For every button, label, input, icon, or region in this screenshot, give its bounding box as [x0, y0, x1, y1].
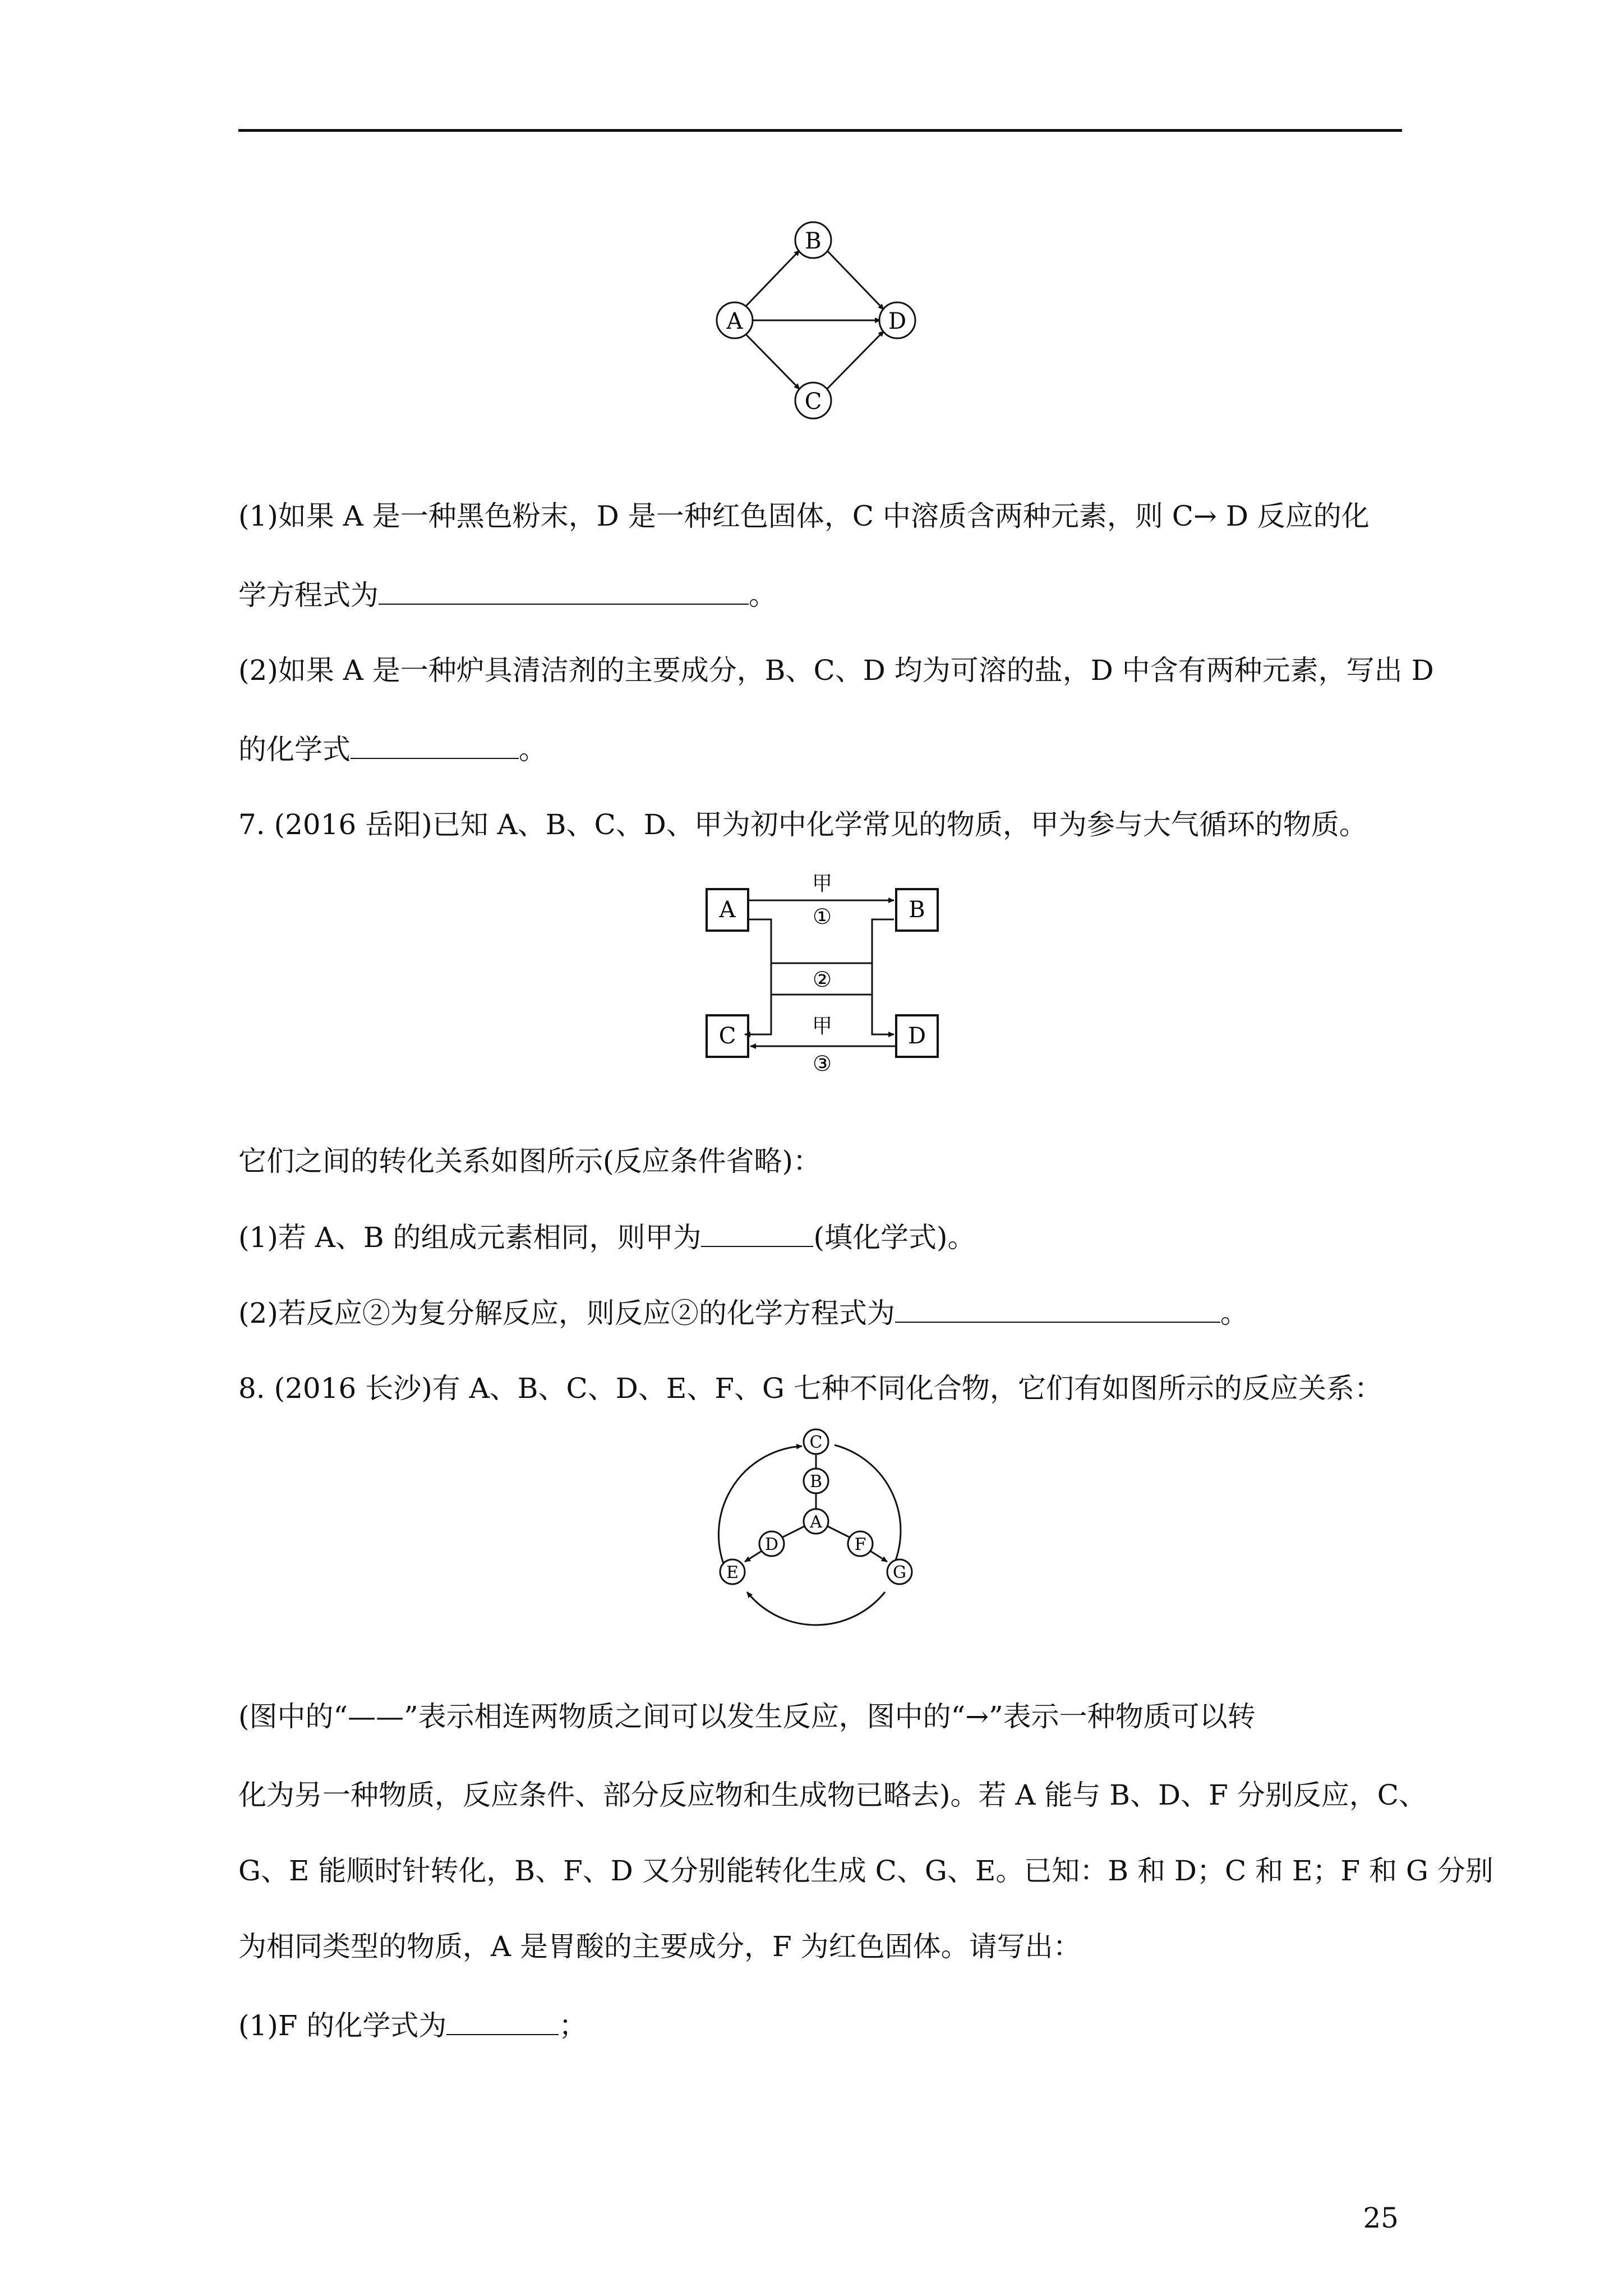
diagram-q7 [695, 861, 953, 1097]
svg-text:F: F [854, 1535, 866, 1554]
svg-text:②: ② [812, 967, 832, 992]
q7-part2: (2)若反应②为复分解反应，则反应②的化学方程式为 。 [238, 1297, 1248, 1329]
box-b [896, 889, 938, 931]
svg-text:B: B [909, 897, 925, 923]
q8-line3: G、E 能顺时针转化，B、F、D 又分别能转化生成 C、G、E。已知：B 和 D；C 和 E；F 和 G 分别 [238, 1855, 1493, 1887]
box-a [707, 889, 748, 931]
q8-part1: (1)F 的化学式为 ； [238, 2009, 587, 2042]
q8-line2: 化为另一种物质，反应条件、部分反应物和生成物已略去)。若 A 能与 B、D、F 分别反应，C、 [238, 1779, 1427, 1811]
q8-line4: 为相同类型的物质，A 是胃酸的主要成分，F 为红色固体。请写出： [238, 1930, 1081, 1963]
q6-part1-line1: (1)如果 A 是一种黑色粉末，D 是一种红色固体，C 中溶质含两种元素，则 C→ D 反应的化 [238, 500, 1370, 532]
q6-part2-line2: 的化学式 。 [238, 733, 547, 766]
page-number: 25 [1363, 2202, 1399, 2234]
q7-part1: (1)若 A、B 的组成元素相同，则甲为 (填化学式)。 [238, 1221, 976, 1254]
svg-text:D: D [764, 1535, 779, 1554]
svg-text:D: D [888, 309, 907, 334]
svg-text:A: A [719, 897, 736, 923]
q8-stem: 8. (2016 长沙)有 A、B、C、D、E、F、G 七种不同化合物，它们有如图所示的反应关系： [238, 1372, 1382, 1405]
q6-part2-line1: (2)如果 A 是一种炉具清洁剂的主要成分，B、C、D 均为可溶的盐，D 中含有两种元素，写出 D [238, 654, 1434, 687]
answer-blank[interactable] [351, 732, 519, 759]
reaction-arrow-icon: → [1193, 500, 1217, 532]
node-d [759, 1531, 784, 1556]
answer-blank[interactable] [446, 2008, 559, 2035]
node-a [804, 1509, 828, 1534]
diagram-q8 [695, 1425, 942, 1638]
diagram-q6 [695, 213, 942, 449]
q6-part1-line2: 学方程式为 。 [238, 579, 777, 611]
reaction-dash-icon: —— [348, 1700, 404, 1733]
answer-blank[interactable] [379, 578, 749, 605]
node-g [887, 1559, 912, 1584]
node-c [795, 383, 831, 418]
svg-text:D: D [907, 1023, 926, 1049]
svg-text:甲: 甲 [811, 872, 833, 895]
svg-text:E: E [726, 1563, 739, 1582]
svg-text:G: G [893, 1563, 906, 1582]
node-d [879, 302, 915, 338]
svg-text:C: C [809, 1433, 823, 1452]
q7-caption: 它们之间的转化关系如图所示(反应条件省略)： [238, 1145, 822, 1177]
answer-blank[interactable] [701, 1220, 813, 1247]
svg-text:B: B [809, 1472, 823, 1492]
box-d [896, 1015, 938, 1057]
node-b [804, 1469, 828, 1493]
node-a [717, 302, 753, 338]
node-e [720, 1559, 745, 1584]
q7-stem: 7. (2016 岳阳)已知 A、B、C、D、甲为初中化学常见的物质，甲为参与大气循环的物质。 [238, 808, 1367, 841]
svg-text:C: C [804, 389, 822, 415]
svg-text:A: A [726, 309, 743, 334]
reaction-arrow-icon: → [965, 1700, 989, 1733]
answer-blank[interactable] [895, 1296, 1220, 1323]
node-f [848, 1531, 873, 1556]
svg-text:A: A [810, 1512, 822, 1532]
node-c [804, 1429, 828, 1454]
node-b [795, 222, 831, 258]
svg-text:甲: 甲 [811, 1015, 833, 1038]
svg-text:③: ③ [812, 1051, 832, 1076]
svg-text:C: C [718, 1023, 736, 1049]
q8-line1: (图中的“——”表示相连两物质之间可以发生反应，图中的“→”表示一种物质可以转 [238, 1700, 1256, 1733]
svg-text:B: B [805, 228, 822, 254]
header-rule [238, 129, 1402, 132]
box-c [707, 1015, 748, 1057]
svg-text:①: ① [812, 904, 832, 929]
